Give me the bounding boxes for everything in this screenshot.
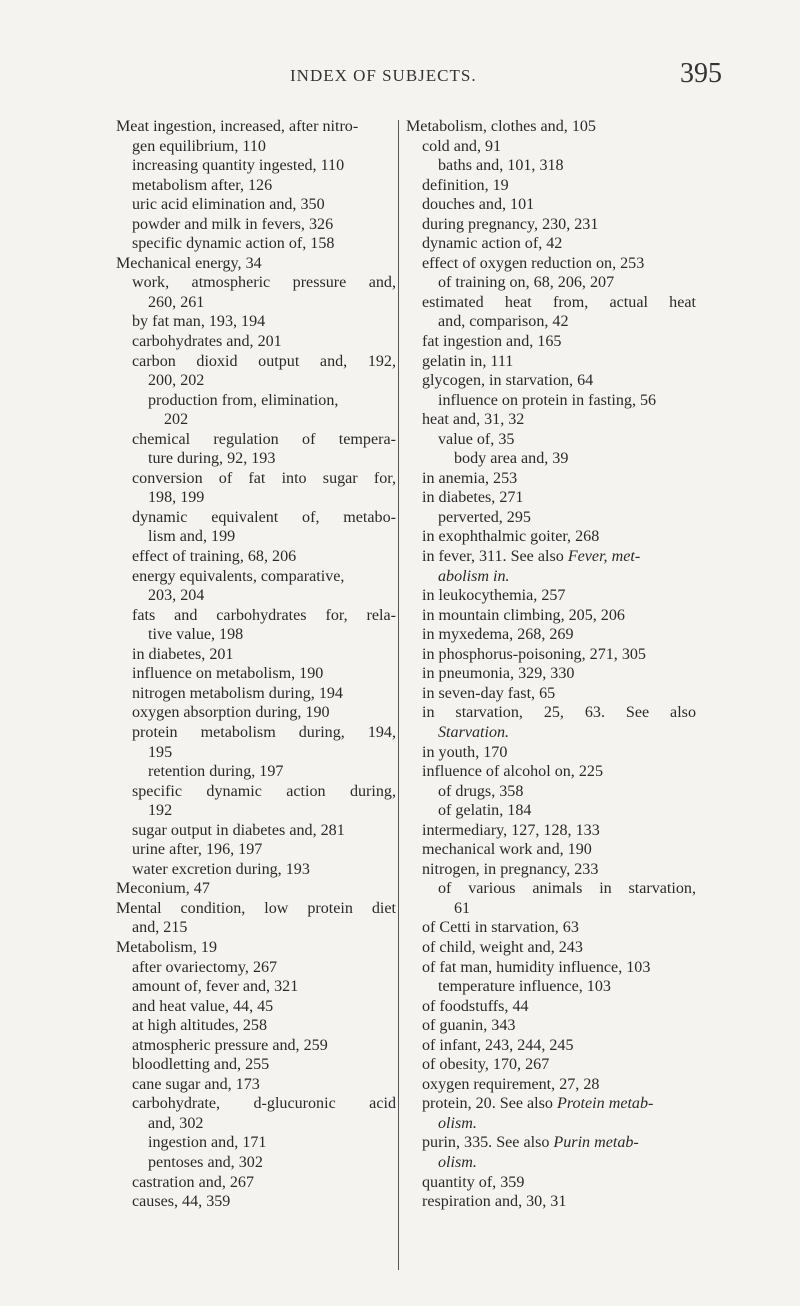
index-entry (406, 469, 696, 489)
index-entry-text: increasing quantity ingested, 110 (132, 157, 345, 175)
index-entry (116, 801, 396, 821)
index-entry (116, 762, 396, 782)
index-entry (406, 410, 696, 430)
index-entry-text: retention during, 197 (148, 763, 284, 781)
index-entry (406, 821, 696, 841)
index-entry (406, 352, 696, 372)
index-entry (116, 254, 396, 274)
index-entry-text: of Cetti in starvation, 63 (422, 919, 579, 937)
index-entry-text: in anemia, 253 (422, 469, 518, 487)
index-entry-text: in starvation, 25, 63. See also (422, 704, 696, 722)
index-entry (406, 840, 696, 860)
index-entry-text: metabolism after, 126 (132, 176, 273, 194)
index-entry (116, 1133, 396, 1153)
cross-reference: abolism in. (438, 567, 510, 585)
index-entry-text: production from, elimination, (148, 391, 339, 409)
index-entry (406, 762, 696, 782)
index-entry-text: influence on protein in fasting, 56 (438, 391, 657, 409)
index-entry (406, 743, 696, 763)
index-entry (116, 332, 396, 352)
index-entry-text: of gelatin, 184 (438, 802, 532, 820)
index-entry (406, 625, 696, 645)
index-entry-text: pentoses and, 302 (148, 1153, 263, 1171)
index-entry-text: protein metabolism during, 194, (132, 723, 396, 741)
index-entry-text: dynamic equivalent of, metabo- (132, 508, 396, 526)
index-entry (406, 860, 696, 880)
index-entry-text: 192 (148, 802, 173, 820)
index-entry (406, 547, 696, 567)
index-entry-text: of infant, 243, 244, 245 (422, 1036, 574, 1054)
index-entry-text: influence on metabolism, 190 (132, 665, 324, 683)
index-entry (406, 684, 696, 704)
index-entry (406, 879, 696, 899)
index-entry (116, 645, 396, 665)
index-entry (406, 703, 696, 723)
index-entry-text: water excretion during, 193 (132, 860, 310, 878)
index-entry-text: cold and, 91 (422, 137, 502, 155)
index-entry-text: 200, 202 (148, 372, 205, 390)
index-entry-text: nitrogen, in pregnancy, 233 (422, 860, 599, 878)
index-entry-text: dynamic action of, 42 (422, 235, 563, 253)
index-entry (406, 997, 696, 1017)
index-entry-text: 260, 261 (148, 293, 205, 311)
index-entry (406, 195, 696, 215)
index-column-left (116, 117, 396, 1212)
index-entry-text: glycogen, in starvation, 64 (422, 372, 594, 390)
index-entry-text: work, atmospheric pressure and, (132, 274, 396, 292)
index-entry (116, 977, 396, 997)
index-entry (406, 958, 696, 978)
index-entry (116, 586, 396, 606)
index-entry-text: perverted, 295 (438, 508, 531, 526)
index-entry-text: chemical regulation of tempera- (132, 430, 396, 448)
index-entry-text: in youth, 170 (422, 743, 508, 761)
index-entry (116, 918, 396, 938)
index-entry-text: oxygen requirement, 27, 28 (422, 1075, 600, 1093)
index-entry-text: of guanin, 343 (422, 1017, 516, 1035)
index-entry-text: nitrogen metabolism during, 194 (132, 684, 343, 702)
column-divider (398, 120, 399, 1270)
index-entry (116, 625, 396, 645)
index-entry-text: effect of oxygen reduction on, 253 (422, 254, 645, 272)
index-entry (116, 215, 396, 235)
index-entry-text: in exophthalmic goiter, 268 (422, 528, 600, 546)
index-entry (116, 1016, 396, 1036)
cross-reference: olism. (438, 1153, 477, 1171)
page-number: 395 (680, 58, 722, 89)
index-entry (116, 938, 396, 958)
index-entry (406, 234, 696, 254)
index-entry-text: Metabolism, 19 (116, 938, 218, 956)
cross-reference: Starvation. (438, 723, 510, 741)
index-entry-text: of various animals in starvation, (438, 880, 696, 898)
index-entry-text: bloodletting and, 255 (132, 1056, 270, 1074)
index-entry (116, 547, 396, 567)
index-entry (406, 312, 696, 332)
index-entry (116, 723, 396, 743)
index-entry-text: Meat ingestion, increased, after nitro- (116, 118, 359, 135)
index-entry-text: 61 (454, 899, 471, 917)
index-entry-text: and heat value, 44, 45 (132, 997, 274, 1015)
index-entry (406, 391, 696, 411)
index-entry-text: specific dynamic action during, (132, 782, 396, 800)
index-entry (116, 352, 396, 372)
index-entry (116, 1192, 396, 1212)
index-entry-text: in seven-day fast, 65 (422, 684, 556, 702)
index-entry (116, 273, 396, 293)
index-entry (406, 1016, 696, 1036)
index-entry-text: and, comparison, 42 (438, 313, 569, 331)
index-entry (406, 918, 696, 938)
index-entry (406, 938, 696, 958)
index-entry-text: fats and carbohydrates for, rela- (132, 606, 396, 624)
index-entry (406, 293, 696, 313)
index-entry (406, 488, 696, 508)
index-entry (116, 1114, 396, 1134)
index-entry-text: Mechanical energy, 34 (116, 254, 262, 272)
index-entry-text: uric acid elimination and, 350 (132, 196, 325, 214)
index-entry (406, 449, 696, 469)
index-entry (116, 234, 396, 254)
index-entry-text: sugar output in diabetes and, 281 (132, 821, 345, 839)
index-entry-text: in diabetes, 271 (422, 489, 524, 507)
index-entry (116, 899, 396, 919)
index-entry-text: castration and, 267 (132, 1173, 255, 1191)
index-entry (406, 567, 696, 587)
index-entry-text: in phosphorus-poisoning, 271, 305 (422, 645, 646, 663)
index-entry (116, 567, 396, 587)
index-entry-text: and, 302 (148, 1114, 204, 1132)
index-entry-text: protein, 20. See also (422, 1095, 553, 1113)
cross-reference: Purin metab- (553, 1134, 639, 1152)
index-entry (116, 195, 396, 215)
index-entry (116, 312, 396, 332)
index-entry (116, 391, 396, 411)
index-entry (116, 606, 396, 626)
index-entry (116, 958, 396, 978)
index-entry (406, 1114, 696, 1134)
cross-reference: Fever, met- (567, 548, 641, 566)
index-entry-text: baths and, 101, 318 (438, 157, 564, 175)
index-entry-text: 198, 199 (148, 489, 205, 507)
index-entry-text: urine after, 196, 197 (132, 841, 263, 859)
index-entry (406, 371, 696, 391)
index-entry (116, 879, 396, 899)
index-entry (116, 156, 396, 176)
index-entry-text: 202 (164, 411, 189, 429)
index-entry (116, 821, 396, 841)
index-entry (116, 469, 396, 489)
index-entry-text: douches and, 101 (422, 196, 535, 214)
index-entry-text: in fever, 311. See also (422, 548, 564, 566)
index-entry (116, 449, 396, 469)
index-entry (116, 860, 396, 880)
page-header (0, 56, 800, 96)
index-entry (116, 782, 396, 802)
index-entry (406, 1153, 696, 1173)
index-entry (406, 1173, 696, 1193)
index-entry (406, 1075, 696, 1095)
index-entry-text: of child, weight and, 243 (422, 938, 583, 956)
index-entry (116, 410, 396, 430)
index-entry (406, 1192, 696, 1212)
index-entry (116, 117, 396, 137)
index-entry (406, 977, 696, 997)
index-entry (406, 899, 696, 919)
index-entry (406, 137, 696, 157)
index-entry-text: by fat man, 193, 194 (132, 313, 266, 331)
index-entry (116, 664, 396, 684)
index-entry-text: Meconium, 47 (116, 880, 210, 898)
index-entry (116, 488, 396, 508)
index-entry (116, 703, 396, 723)
index-entry-text: of training on, 68, 206, 207 (438, 274, 615, 292)
index-entry (116, 508, 396, 528)
index-entry-text: of obesity, 170, 267 (422, 1056, 550, 1074)
cross-reference: olism. (438, 1114, 477, 1132)
index-entry-text: value of, 35 (438, 430, 515, 448)
index-entry-text: cane sugar and, 173 (132, 1075, 260, 1093)
index-entry-text: in mountain climbing, 205, 206 (422, 606, 625, 624)
index-entry (116, 684, 396, 704)
index-entry-text: lism and, 199 (148, 528, 236, 546)
index-entry (116, 997, 396, 1017)
index-entry-text: estimated heat from, actual heat (422, 293, 696, 311)
index-entry-text: gen equilibrium, 110 (132, 137, 266, 155)
index-entry-text: quantity of, 359 (422, 1173, 525, 1191)
index-entry-text: and, 215 (132, 919, 188, 937)
index-entry-text: ingestion and, 171 (148, 1134, 267, 1152)
index-entry (406, 606, 696, 626)
index-entry-text: fat ingestion and, 165 (422, 333, 562, 351)
index-entry-text: respiration and, 30, 31 (422, 1193, 567, 1211)
index-entry (116, 137, 396, 157)
index-entry (406, 332, 696, 352)
index-entry (406, 801, 696, 821)
index-entry-text: of fat man, humidity influence, 103 (422, 958, 651, 976)
index-entry-text: tive value, 198 (148, 626, 244, 644)
index-entry-text: of drugs, 358 (438, 782, 524, 800)
index-entry-text: in diabetes, 201 (132, 645, 234, 663)
index-entry (406, 645, 696, 665)
index-entry (116, 743, 396, 763)
index-entry (406, 215, 696, 235)
index-entry-text: atmospheric pressure and, 259 (132, 1036, 328, 1054)
index-entry-text: amount of, fever and, 321 (132, 978, 299, 996)
index-entry (406, 254, 696, 274)
index-entry-text: powder and milk in fevers, 326 (132, 215, 334, 233)
index-entry-text: carbohydrate, d-glucuronic acid (132, 1095, 396, 1113)
index-entry-text: Metabolism, clothes and, 105 (406, 118, 596, 135)
index-entry-text: purin, 335. See also (422, 1134, 550, 1152)
index-entry-text: oxygen absorption during, 190 (132, 704, 330, 722)
index-entry-text: carbohydrates and, 201 (132, 333, 282, 351)
index-entry-text: ture during, 92, 193 (148, 450, 276, 468)
index-entry (116, 1173, 396, 1193)
index-entry-text: causes, 44, 359 (132, 1193, 231, 1211)
index-entry-text: influence of alcohol on, 225 (422, 763, 603, 781)
index-entry (406, 273, 696, 293)
index-entry-text: at high altitudes, 258 (132, 1017, 267, 1035)
index-entry (116, 371, 396, 391)
index-entry (116, 293, 396, 313)
index-entry (116, 1055, 396, 1075)
index-entry (116, 527, 396, 547)
index-entry (406, 156, 696, 176)
index-entry-text: in myxedema, 268, 269 (422, 626, 574, 644)
index-entry (406, 1055, 696, 1075)
index-entry (116, 430, 396, 450)
index-entry (116, 1153, 396, 1173)
index-column-right (406, 117, 696, 1212)
running-title: INDEX OF SUBJECTS. (290, 66, 477, 85)
index-entry-text: carbon dioxid output and, 192, (132, 352, 396, 370)
index-entry (116, 176, 396, 196)
index-entry-text: energy equivalents, comparative, (132, 567, 345, 585)
index-entry-text: of foodstuffs, 44 (422, 997, 529, 1015)
index-entry-text: mechanical work and, 190 (422, 841, 592, 859)
index-entry (406, 664, 696, 684)
index-entry-text: body area and, 39 (454, 450, 569, 468)
index-entry (406, 586, 696, 606)
index-entry (406, 117, 696, 137)
index-entry (116, 1075, 396, 1095)
index-entry-text: heat and, 31, 32 (422, 411, 525, 429)
index-entry (406, 508, 696, 528)
index-entry-text: gelatin in, 111 (422, 352, 514, 370)
index-entry (116, 1036, 396, 1056)
index-entry-text: in pneumonia, 329, 330 (422, 665, 575, 683)
index-entry-text: during pregnancy, 230, 231 (422, 215, 599, 233)
index-entry-text: temperature influence, 103 (438, 978, 611, 996)
index-entry (116, 840, 396, 860)
index-entry (406, 782, 696, 802)
index-entry (406, 1036, 696, 1056)
index-entry (406, 527, 696, 547)
index-entry (406, 176, 696, 196)
index-entry-text: specific dynamic action of, 158 (132, 235, 335, 253)
index-entry-text: in leukocythemia, 257 (422, 587, 566, 605)
index-entry-text: 195 (148, 743, 173, 761)
index-entry-text: Mental condition, low protein diet (116, 899, 396, 917)
index-entry (406, 430, 696, 450)
index-entry-text: effect of training, 68, 206 (132, 548, 297, 566)
index-entry (406, 1094, 696, 1114)
cross-reference: Protein metab- (557, 1095, 654, 1113)
index-entry-text: definition, 19 (422, 176, 509, 194)
index-entry-text: after ovariectomy, 267 (132, 958, 278, 976)
index-entry-text: 203, 204 (148, 587, 205, 605)
index-entry-text: conversion of fat into sugar for, (132, 469, 396, 487)
index-entry (406, 1133, 696, 1153)
index-entry (406, 723, 696, 743)
index-entry (116, 1094, 396, 1114)
index-entry-text: intermediary, 127, 128, 133 (422, 821, 600, 839)
